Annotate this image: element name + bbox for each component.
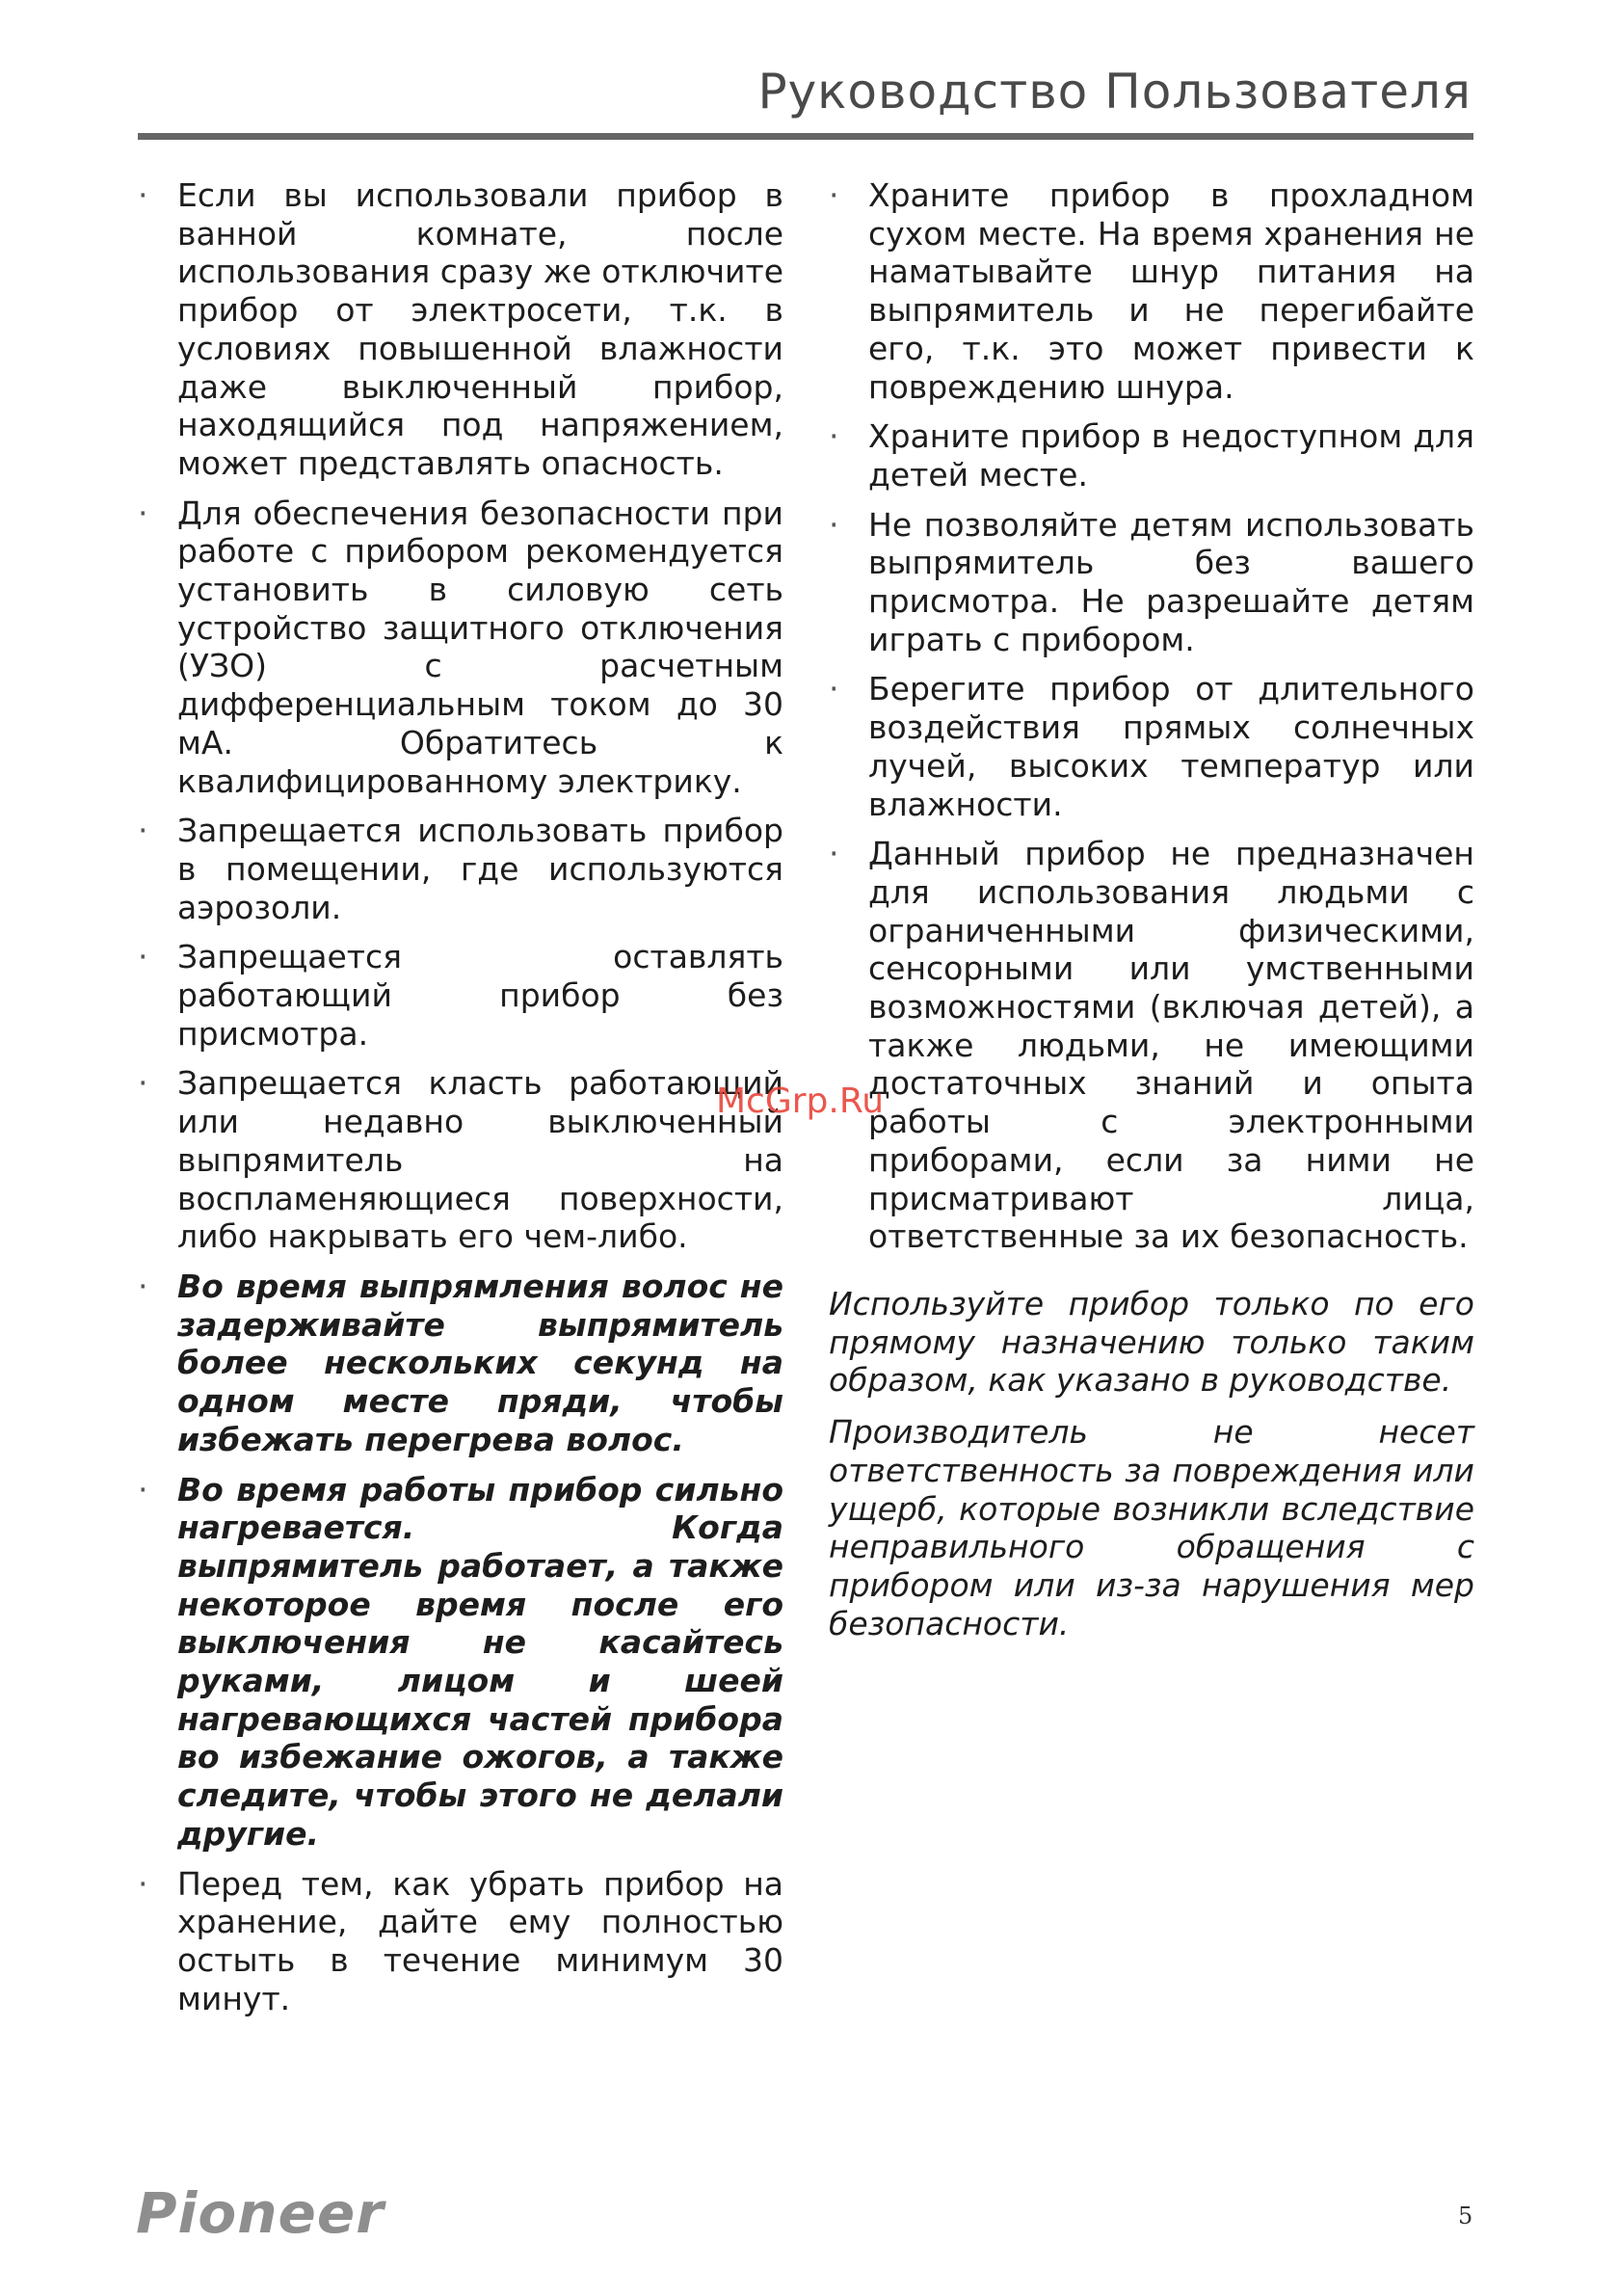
bullet-icon: ·	[829, 835, 839, 873]
right-warning-list	[829, 176, 1474, 1256]
liability-note: Производитель не несет ответственность за повреждения или ущерб, которые возникли вследствие неправильного обращения с прибором или из-за нарушения мер безопасности.	[829, 1413, 1474, 1642]
list-item	[138, 812, 783, 926]
list-item-text: Храните прибор в недоступном для детей месте.	[868, 417, 1474, 494]
usage-note: Используйте прибор только по его прямому назначению только таким образом, как указано в руководстве.	[829, 1284, 1474, 1400]
list-item-text: Данный прибор не предназначен для использования людьми с ограниченными физическими, сенсорными или умственными возможностями (включая детей), а также людьми, не имеющими достаточных знаний и опыта работы с электронными приборами, если за ними не присматривают лица, ответственные за их безопасность.	[868, 835, 1474, 1256]
list-item	[829, 417, 1474, 494]
bullet-icon: ·	[829, 417, 839, 456]
bullet-icon: ·	[829, 670, 839, 708]
list-item	[829, 506, 1474, 659]
bullet-icon: ·	[138, 1267, 148, 1305]
left-warning-list	[138, 176, 783, 2017]
list-item	[138, 1865, 783, 2018]
page-header-title: Руководство Пользователя	[757, 64, 1472, 120]
list-item-text: Запрещается использовать прибор в помещении, где используются аэрозоли.	[177, 812, 783, 926]
list-item-text: Берегите прибор от длительного воздействия прямых солнечных лучей, высоких температур или влажности.	[868, 670, 1474, 823]
bullet-icon: ·	[138, 494, 148, 532]
bullet-icon: ·	[138, 1064, 148, 1103]
brand-logo: Pioneer	[136, 2180, 385, 2246]
list-item-text: Храните прибор в прохладном сухом месте. На время хранения не наматывайте шнур питания на выпрямитель и не перегибайте его, т.к. это может привести к повреждению шнура.	[868, 176, 1474, 406]
list-item-text: Во время работы прибор сильно нагревается. Когда выпрямитель работает, а также некоторое время после его выключения не касайтесь руками, лицом и шеей нагревающихся частей прибора во избежание ожогов, а также следите, чтобы этого не делали другие.	[177, 1470, 783, 1853]
watermark: McGrp.Ru	[716, 1081, 885, 1121]
right-column	[829, 176, 1474, 1642]
list-item-emphasized	[138, 1471, 783, 1854]
list-item-text: Если вы использовали прибор в ванной комнате, после использования сразу же отключите прибор от электросети, т.к. в условиях повышенной влажности даже выключенный прибор, находящийся под напряжением, может представлять опасность.	[177, 176, 783, 482]
list-item	[138, 494, 783, 801]
bullet-icon: ·	[138, 938, 148, 976]
list-item-text: Не позволяйте детям использовать выпрямитель без вашего присмотра. Не разрешайте детям играть с прибором.	[868, 505, 1474, 658]
bullet-icon: ·	[138, 176, 148, 214]
page-number: 5	[1458, 2203, 1473, 2229]
list-item-text: Перед тем, как убрать прибор на хранение, дайте ему полностью остыть в течение минимум 30 минут.	[177, 1864, 783, 2017]
header-divider	[138, 133, 1473, 140]
list-item-text: Запрещается оставлять работающий прибор без присмотра.	[177, 938, 783, 1053]
list-item-emphasized	[138, 1268, 783, 1459]
list-item	[829, 835, 1474, 1256]
list-item	[138, 176, 783, 483]
list-item-text: Во время выпрямления волос не задерживайте выпрямитель более нескольких секунд на одном месте пряди, чтобы избежать перегрева волос.	[177, 1267, 783, 1458]
list-item-text: Для обеспечения безопасности при работе с прибором рекомендуется установить в силовую сеть устройство защитного отключения (УЗО) с расчетным дифференциальным током до 30 мА. Обратитесь к квалифицированному электрику.	[177, 494, 783, 800]
bullet-icon: ·	[138, 1470, 148, 1508]
left-column	[138, 176, 783, 2029]
list-item	[138, 1064, 783, 1256]
bullet-icon: ·	[138, 1864, 148, 1903]
list-item	[138, 938, 783, 1053]
list-item-text: Запрещается класть работающий или недавно выключенный выпрямитель на воспламеняющиеся поверхности, либо накрывать его чем-либо.	[177, 1064, 783, 1256]
bullet-icon: ·	[829, 176, 839, 214]
list-item	[829, 176, 1474, 406]
bullet-icon: ·	[829, 505, 839, 544]
bullet-icon: ·	[138, 812, 148, 850]
list-item	[829, 670, 1474, 823]
